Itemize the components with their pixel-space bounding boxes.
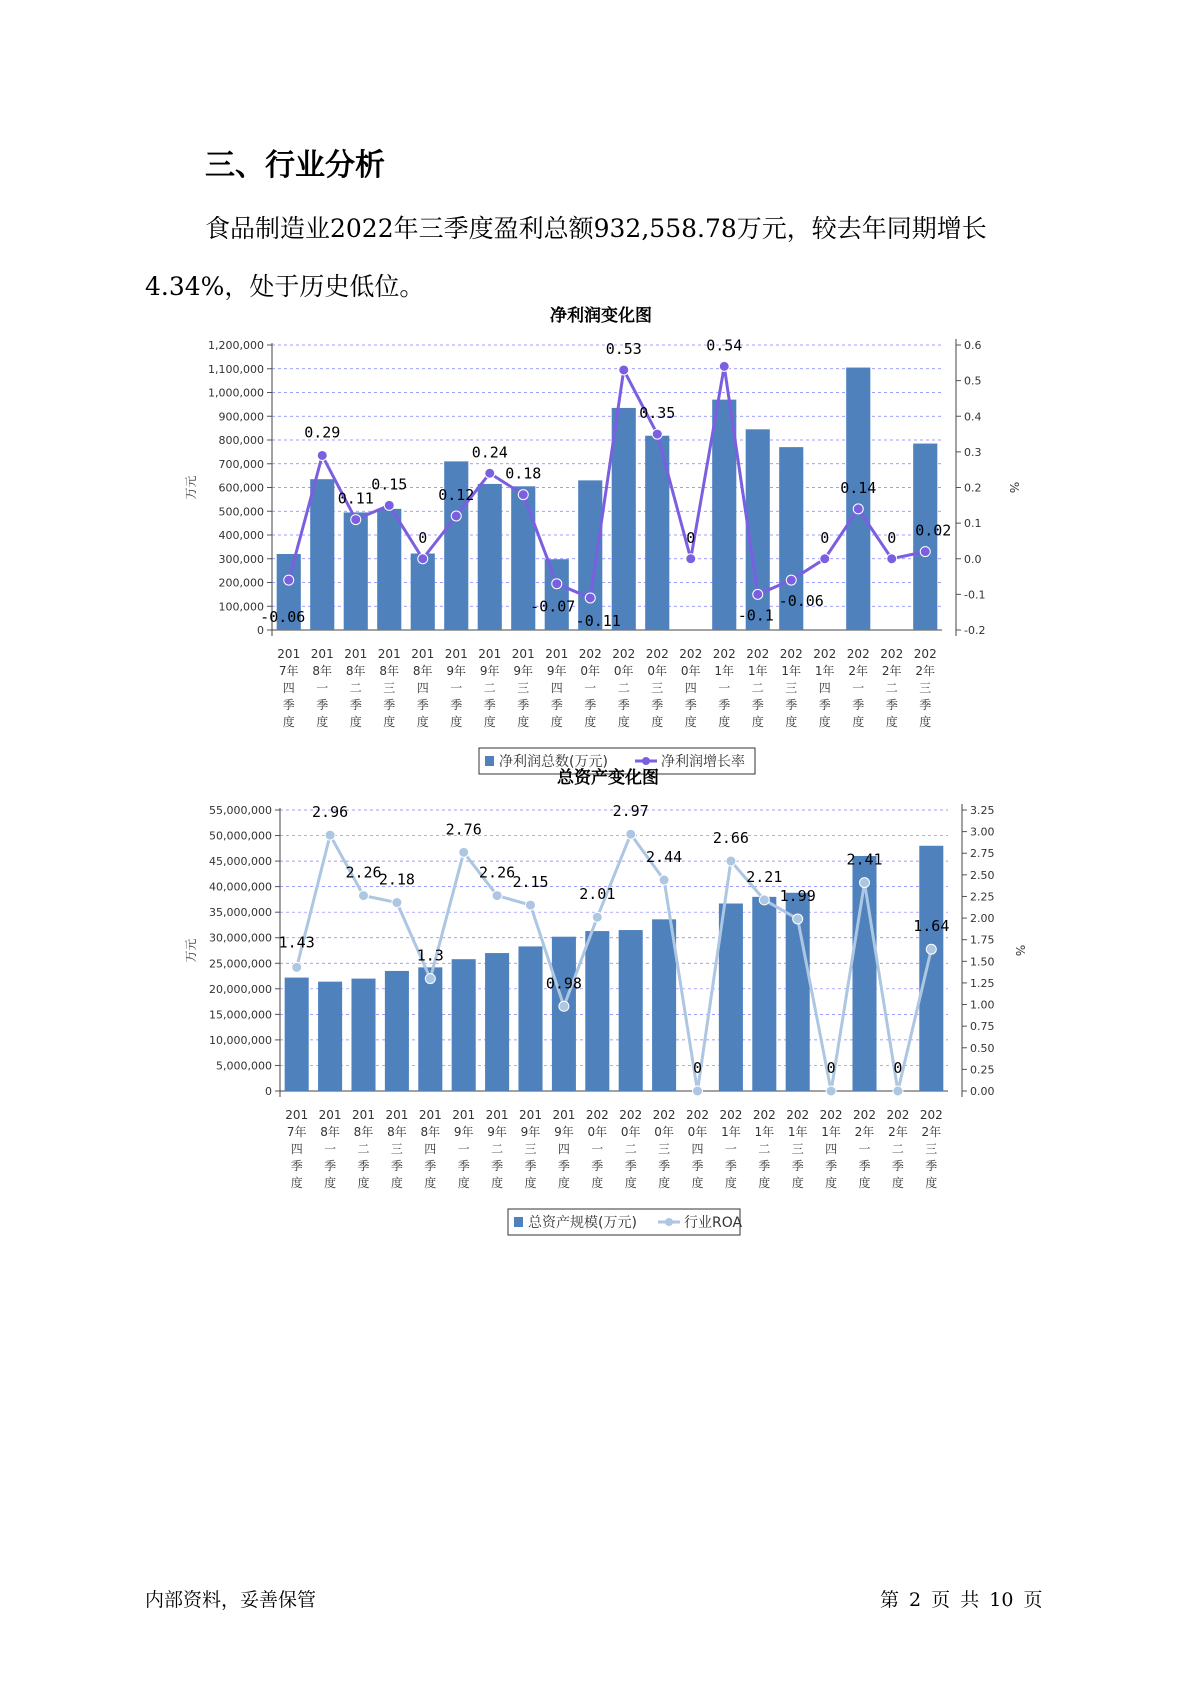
y2-tick-label: 2.00 [970, 912, 995, 926]
bar [712, 400, 736, 630]
y-axis-label: 万元 [184, 475, 198, 500]
y2-tick-label: 3.25 [970, 804, 995, 817]
line-point [693, 1086, 703, 1096]
bar [485, 953, 509, 1091]
line-point [719, 361, 729, 371]
data-label: 0 [826, 1059, 836, 1077]
category-label: 201 8年四季度 [411, 647, 435, 729]
data-label: 0 [692, 1059, 703, 1077]
bar [385, 971, 409, 1091]
legend-bar-label: 净利润总数(万元) [499, 754, 608, 770]
bar [919, 846, 943, 1091]
y-tick-label: 600,000 [218, 481, 264, 495]
category-label: 202 1年一季度 [712, 647, 736, 729]
category-label: 202 2年二季度 [880, 647, 904, 729]
data-label: 0.35 [639, 404, 676, 423]
bar [578, 480, 602, 630]
data-label: 2.41 [846, 850, 883, 869]
data-label: -0.1 [737, 606, 774, 625]
y-tick-label: 20,000,000 [209, 982, 272, 996]
category-label: 201 9年四季度 [552, 1108, 576, 1190]
data-label: 0.15 [371, 475, 408, 494]
y2-tick-label: 3.00 [970, 825, 995, 839]
chart-legend [508, 1209, 743, 1235]
data-label: 2.18 [378, 870, 415, 889]
line-point [552, 579, 562, 589]
legend-bar-label: 总资产规模(万元) [528, 1215, 637, 1231]
line-point [317, 450, 327, 460]
legend-line-label: 行业ROA [684, 1215, 743, 1231]
line-point [425, 974, 435, 984]
total-assets-chart [0, 757, 1191, 1231]
y-tick-label: 5,000,000 [216, 1059, 272, 1073]
line-point [559, 1001, 569, 1011]
y2-tick-label: 0.1 [964, 517, 982, 531]
data-label: -0.06 [778, 592, 824, 611]
y-tick-label: 0 [257, 624, 264, 637]
y2-axis-label: % [1007, 481, 1021, 494]
data-label: 2.26 [479, 863, 516, 882]
category-label: 202 2年一季度 [853, 1108, 876, 1190]
bar [612, 408, 636, 630]
category-label: 202 1年二季度 [746, 647, 770, 729]
y-tick-label: 45,000,000 [209, 855, 272, 869]
category-label: 201 9年一季度 [444, 647, 468, 729]
bar [377, 509, 401, 630]
data-label: 0 [893, 1059, 903, 1077]
y2-tick-label: -0.2 [964, 624, 986, 637]
y-tick-label: 1,200,000 [208, 339, 264, 352]
bar [518, 946, 542, 1091]
y2-tick-label: 0.00 [970, 1085, 995, 1098]
y-tick-label: 1,100,000 [208, 362, 264, 376]
category-label: 201 9年二季度 [478, 647, 502, 729]
data-label: 2.44 [646, 848, 683, 867]
category-label: 202 2年三季度 [913, 647, 937, 729]
category-label: 202 2年二季度 [886, 1108, 910, 1190]
bar [418, 967, 442, 1091]
y-axis-label: 万元 [184, 938, 198, 963]
y2-tick-label: 0.75 [970, 1020, 995, 1034]
y2-tick-label: 0.2 [964, 481, 982, 495]
line-point [392, 898, 402, 908]
bar [719, 903, 743, 1091]
y-tick-label: 300,000 [218, 552, 264, 566]
category-label: 202 1年四季度 [819, 1108, 843, 1190]
y-tick-label: 25,000,000 [209, 957, 272, 971]
y-tick-label: 55,000,000 [209, 804, 272, 817]
y-tick-label: 800,000 [218, 434, 264, 447]
data-label: 0.11 [337, 489, 374, 508]
line-point [359, 891, 369, 901]
data-label: 2.01 [579, 885, 616, 904]
category-label: 202 0年一季度 [578, 647, 602, 729]
chart-title: 总资产变化图 [557, 768, 659, 788]
line-point [820, 554, 830, 564]
y-tick-label: 40,000,000 [209, 880, 272, 894]
y2-tick-label: 1.50 [970, 955, 995, 969]
line-point [526, 900, 536, 910]
line-point [492, 891, 502, 901]
data-label: 0.14 [840, 478, 877, 497]
data-label: 0.12 [438, 486, 475, 504]
data-label: 0.02 [915, 521, 952, 540]
data-label: 2.96 [312, 803, 349, 822]
y-tick-label: 700,000 [218, 457, 264, 471]
data-label: 0.24 [471, 443, 508, 462]
y2-tick-label: 1.75 [970, 933, 995, 947]
y2-tick-label: 1.00 [970, 998, 995, 1012]
category-label: 201 8年一季度 [310, 647, 334, 729]
category-label: 202 0年三季度 [652, 1108, 676, 1190]
y-tick-label: 30,000,000 [209, 931, 272, 945]
data-label: 0.18 [505, 464, 542, 483]
line-point [418, 554, 428, 564]
line-point [585, 593, 595, 603]
category-label: 202 2年一季度 [846, 647, 870, 729]
y-tick-label: 0 [265, 1085, 272, 1098]
data-label: 2.66 [712, 829, 749, 848]
category-label: 202 0年四季度 [679, 647, 703, 729]
data-label: 1.99 [779, 886, 816, 905]
bar [452, 959, 476, 1091]
data-label: 2.26 [345, 863, 382, 882]
y2-tick-label: 1.25 [970, 976, 995, 990]
y-tick-label: 900,000 [218, 410, 264, 424]
line-point [284, 575, 294, 585]
category-label: 201 8年一季度 [318, 1108, 342, 1190]
bar [619, 930, 643, 1091]
chart-title: 净利润变化图 [550, 306, 652, 326]
category-label: 202 0年二季度 [619, 1108, 643, 1190]
y2-tick-label: 0.4 [964, 410, 982, 424]
category-label: 201 8年三季度 [377, 647, 401, 729]
y2-tick-label: 0.3 [964, 445, 982, 459]
line-point [826, 1086, 836, 1096]
footer-confidential: 内部资料，妥善保管 [145, 1589, 317, 1611]
y2-tick-label: 0.50 [970, 1041, 995, 1055]
line-point [351, 515, 361, 525]
data-label: 1.64 [913, 917, 950, 936]
line-point [384, 500, 394, 510]
footer-page-number: 第 2 页 共 10 页 [880, 1589, 1043, 1611]
y2-tick-label: -0.1 [964, 588, 986, 602]
y2-tick-label: 0.25 [970, 1063, 995, 1077]
data-label: 0.29 [304, 423, 341, 442]
category-label: 202 1年四季度 [813, 647, 837, 729]
y2-tick-label: 0.5 [964, 374, 982, 388]
category-label: 201 8年二季度 [344, 647, 368, 729]
category-label: 201 9年一季度 [452, 1108, 476, 1190]
line-point [793, 914, 803, 924]
category-label: 202 1年二季度 [752, 1108, 776, 1190]
category-label: 201 8年三季度 [385, 1108, 409, 1190]
y2-tick-label: 0.6 [964, 339, 982, 352]
data-label: 2.15 [512, 873, 549, 892]
line-point [325, 830, 335, 840]
category-label: 201 8年二季度 [352, 1108, 375, 1190]
category-label: 202 2年三季度 [919, 1108, 943, 1190]
data-label: 0.98 [545, 974, 582, 993]
data-label: -0.06 [260, 608, 306, 627]
y-tick-label: 1,000,000 [208, 386, 264, 400]
data-label: 0 [418, 528, 428, 547]
legend-line-marker [665, 1218, 673, 1226]
y2-axis-label: % [1013, 944, 1027, 957]
data-label: 0 [887, 528, 897, 547]
line-point [518, 490, 528, 500]
legend-line-label: 净利润增长率 [661, 754, 745, 770]
data-label: 1.3 [416, 946, 444, 965]
line-point [451, 511, 461, 521]
line-point [592, 912, 602, 922]
bar [846, 368, 870, 630]
bar [478, 484, 502, 630]
bar [351, 979, 375, 1091]
legend-bar-swatch [514, 1217, 523, 1227]
y-tick-label: 200,000 [218, 576, 264, 590]
y-tick-label: 50,000,000 [209, 829, 272, 843]
section-heading: 三、行业分析 [205, 148, 385, 183]
y2-tick-label: 2.75 [970, 847, 995, 861]
line-point [626, 829, 636, 839]
category-label: 201 7年四季度 [285, 1108, 309, 1190]
data-label: 0 [820, 528, 830, 547]
data-label: -0.07 [530, 597, 576, 616]
data-label: 2.21 [746, 867, 783, 886]
line-point [726, 856, 736, 866]
data-label: 2.97 [612, 802, 649, 821]
line-point [459, 847, 469, 857]
bar [411, 554, 435, 630]
y-tick-label: 400,000 [218, 529, 264, 542]
y-tick-label: 15,000,000 [209, 1008, 272, 1022]
bar [318, 982, 342, 1091]
line-point [926, 944, 936, 954]
bar [652, 919, 676, 1091]
category-label: 201 9年三季度 [511, 647, 535, 729]
bar [344, 512, 368, 630]
line-point [920, 547, 930, 557]
y2-tick-label: 2.50 [970, 868, 995, 882]
category-label: 201 9年三季度 [519, 1108, 542, 1190]
data-label: -0.11 [575, 611, 621, 630]
category-label: 202 1年一季度 [719, 1108, 743, 1190]
line-point [786, 575, 796, 585]
line-point [759, 895, 769, 905]
net-profit-chart [0, 295, 1191, 770]
line-point [860, 878, 870, 888]
summary-paragraph: 食品制造业2022年三季度盈利总额932,558.78万元，较去年同期增长4.34%，处于历史低位。 [145, 214, 987, 301]
line-point [893, 1086, 903, 1096]
data-label: 0.53 [605, 339, 642, 358]
line-point [753, 589, 763, 599]
bar [545, 559, 569, 630]
category-label: 202 1年三季度 [786, 1108, 810, 1190]
line-point [292, 962, 302, 972]
bar [310, 479, 334, 630]
data-label: 0.54 [706, 336, 743, 355]
bar [752, 897, 776, 1091]
y-tick-label: 100,000 [218, 600, 264, 614]
category-label: 202 0年一季度 [585, 1108, 609, 1190]
bar [285, 978, 309, 1091]
y2-tick-label: 0.0 [964, 552, 982, 566]
bar [552, 937, 576, 1091]
line-point [619, 365, 629, 375]
line-point [853, 504, 863, 514]
bar [585, 931, 609, 1091]
data-label: 1.43 [278, 933, 315, 952]
category-label: 202 0年四季度 [686, 1108, 709, 1190]
category-label: 201 8年四季度 [418, 1108, 442, 1190]
y2-tick-label: 2.25 [970, 890, 995, 904]
category-label: 202 1年三季度 [779, 647, 803, 729]
line-point [485, 468, 495, 478]
category-label: 201 9年四季度 [545, 647, 569, 729]
category-label: 201 9年二季度 [485, 1108, 509, 1190]
category-label: 202 0年二季度 [612, 647, 636, 729]
line-point [652, 429, 662, 439]
data-label: 2.76 [445, 820, 482, 839]
category-label: 201 7年四季度 [277, 647, 301, 729]
category-label: 202 0年三季度 [645, 647, 669, 729]
line-point [887, 554, 897, 564]
line-point [686, 554, 696, 564]
y-tick-label: 500,000 [218, 505, 264, 519]
y-tick-label: 35,000,000 [209, 906, 272, 920]
data-label: 0 [686, 528, 696, 547]
y-tick-label: 10,000,000 [209, 1033, 272, 1047]
line-point [659, 875, 669, 885]
